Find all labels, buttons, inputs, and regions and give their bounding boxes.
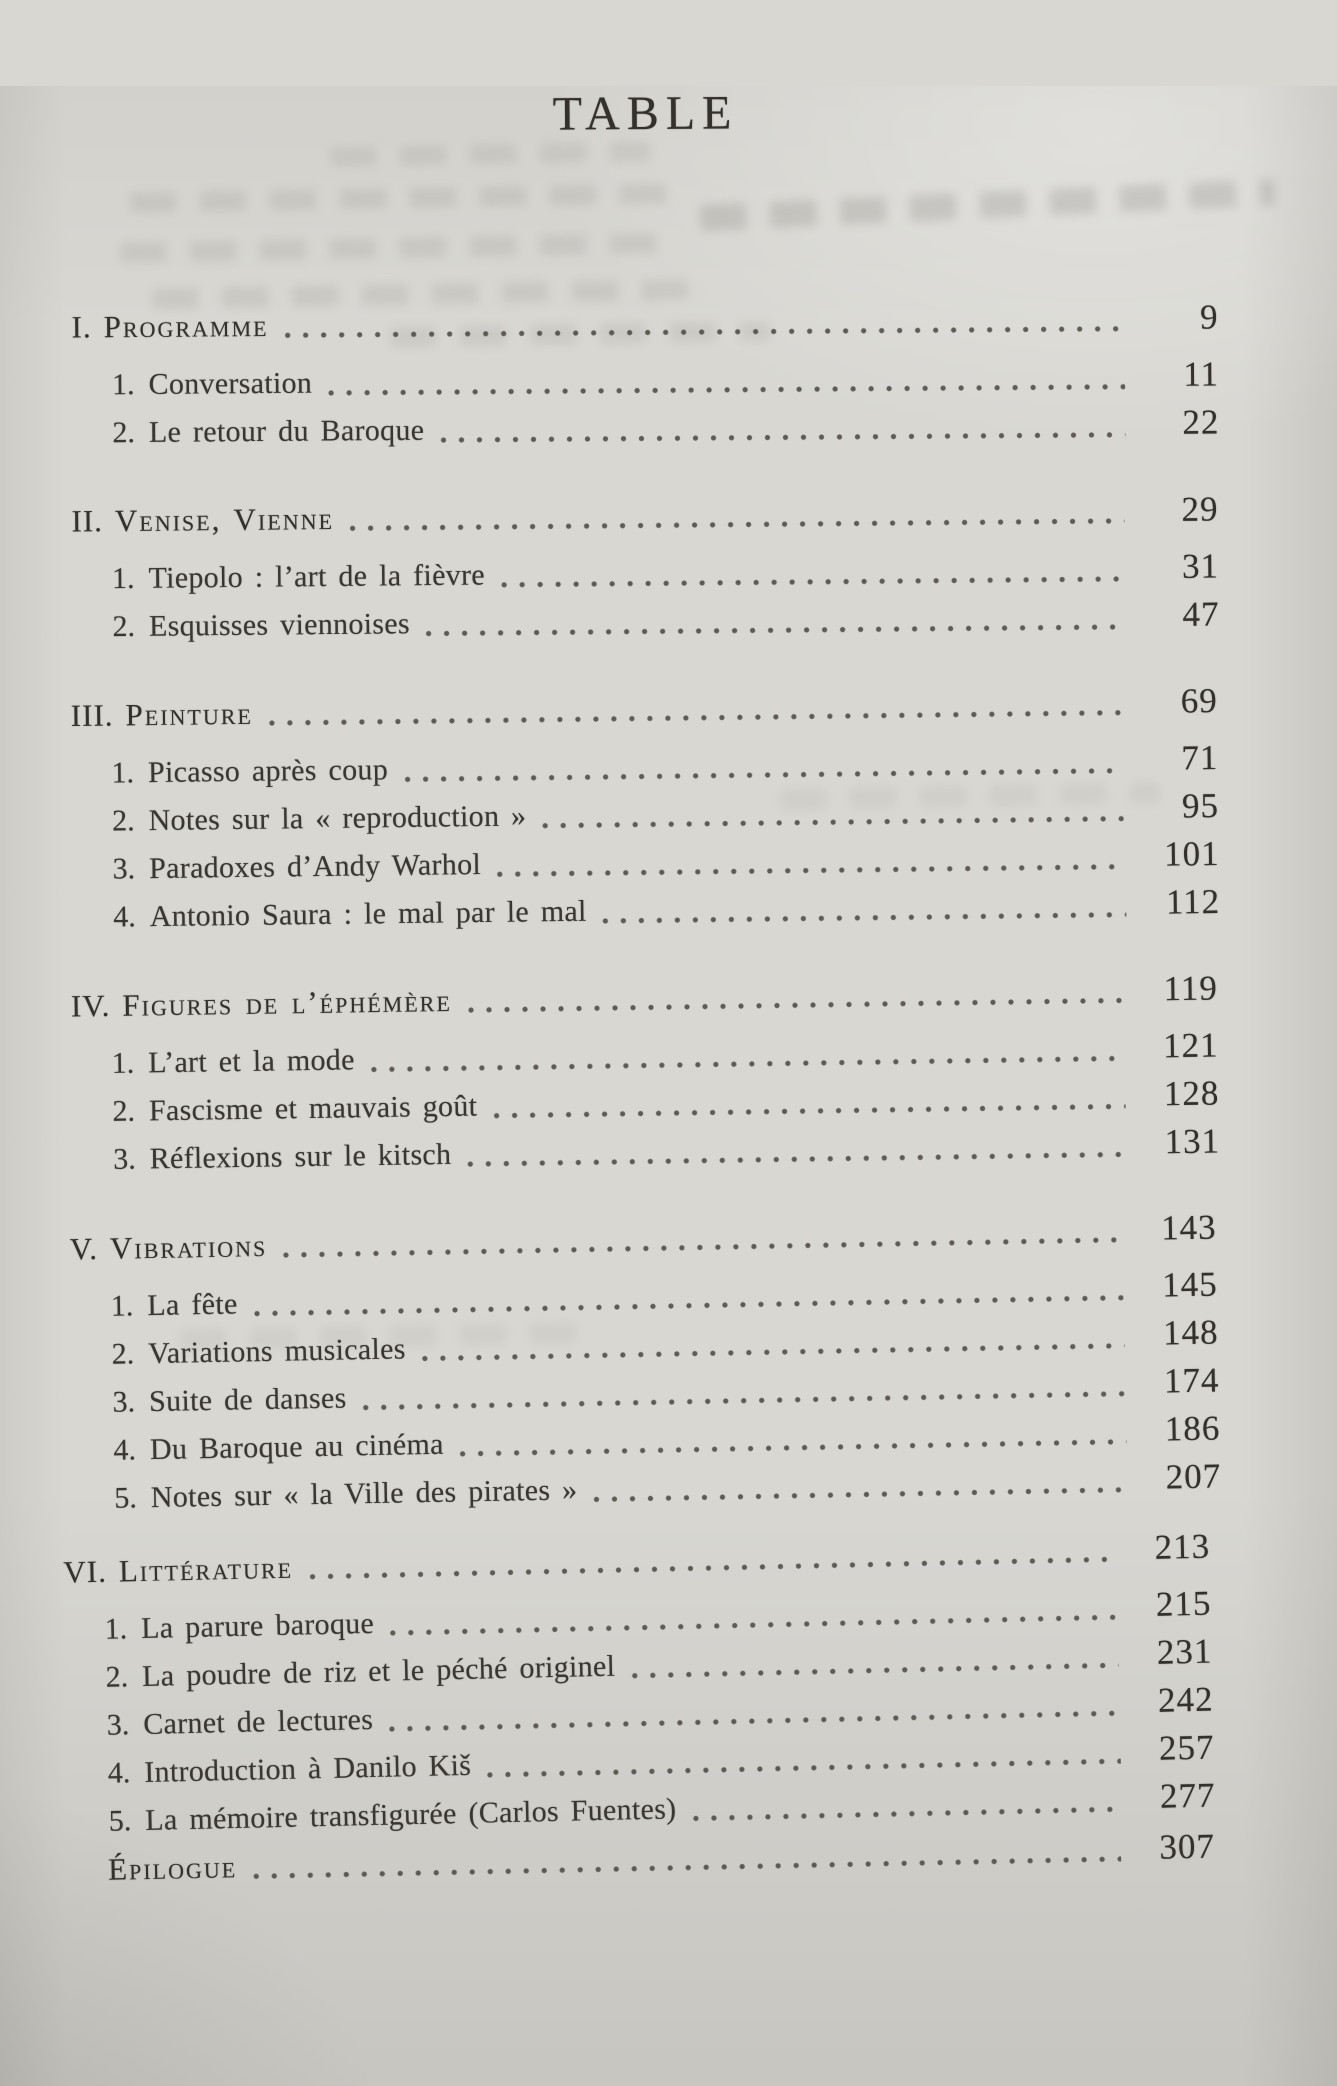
bleed-through-text [120,233,660,262]
toc-items [71,735,1220,941]
entry-page-number: 71 [1181,737,1219,778]
dot-leader [693,1805,1122,1823]
dot-leader [350,516,1125,532]
book-page-scan [0,86,1337,2086]
dot-leader [253,1854,1121,1880]
entry-number: 2. [105,1660,129,1694]
entry-number: 2. [112,609,136,644]
entry-title: Paradoxes d’Andy Warhol [148,848,482,886]
section-numeral: II. [71,503,104,539]
section-heading: Vibrations [109,1227,268,1266]
entry-title: Du Baroque au cinéma [149,1427,444,1467]
entry-page-number: 131 [1164,1121,1221,1162]
dot-leader [467,1150,1126,1169]
entry-title: Notes sur « la Ville des pirates » [150,1473,578,1515]
toc-section [71,294,1219,456]
entry-number: 3. [112,1142,136,1176]
entry-page-number: 121 [1162,1025,1219,1066]
section-page-number: 29 [1181,489,1219,529]
section-numeral: III. [70,697,114,734]
entry-page-number: 22 [1182,402,1220,442]
entry-page-number: 242 [1157,1679,1214,1720]
entry-title: Conversation [148,366,313,401]
toc-section [63,1524,1216,1846]
entry-page-number: 112 [1165,881,1221,922]
section-heading: Épilogue [107,1849,238,1887]
entry-number: 1. [111,561,135,596]
entry-number: 1. [104,1612,128,1646]
entry-title: L’art et la mode [148,1043,355,1080]
dot-leader [426,622,1126,638]
dot-leader [440,430,1125,444]
entry-title: La poudre de riz et le péché originel [141,1649,616,1693]
dot-leader [422,1341,1125,1363]
dot-leader [594,1485,1128,1504]
entry-page-number: 95 [1181,785,1220,826]
dot-leader [603,910,1127,925]
entry-number: 4. [107,1756,131,1790]
entry-title: Introduction à Danilo Kiš [143,1748,472,1789]
entry-title: Antonio Saura : le mal par le mal [149,894,587,934]
dot-leader [283,1235,1123,1259]
section-page-number: 143 [1160,1207,1217,1248]
bleed-through-text [130,183,690,213]
entry-page-number: 11 [1183,354,1220,394]
entry-page-number: 257 [1158,1727,1215,1768]
section-page-number: 9 [1199,297,1219,337]
section-numeral: V. [69,1231,99,1267]
entry-title: La parure baroque [140,1606,375,1645]
entry-number: 3. [112,1385,136,1419]
entry-title: Notes sur la « reproduction » [148,799,527,838]
entry-number: 5. [114,1481,138,1515]
dot-leader [497,862,1126,879]
toc-items [70,1262,1221,1523]
entry-page-number: 128 [1163,1073,1220,1114]
section-numeral: I. [71,309,92,345]
toc-section-header [71,966,1219,1030]
entry-title: Carnet de lectures [142,1702,374,1741]
entry-number: 3. [106,1708,130,1742]
section-page-number: 119 [1163,968,1219,1009]
entry-number: 2. [112,1094,136,1128]
entry-number: 2. [111,1337,135,1371]
entry-title: Variations musicales [147,1332,406,1371]
entry-number: 3. [112,852,136,886]
section-heading: Venise, Vienne [114,500,335,539]
section-page-number: 307 [1158,1826,1216,1867]
bleed-through-text [700,179,1276,231]
table-of-contents [0,297,1337,1887]
entry-number: 1. [111,368,135,402]
entry-page-number: 207 [1165,1456,1222,1497]
entry-page-number: 148 [1162,1312,1219,1353]
dot-leader [328,382,1125,397]
entry-title: La fête [147,1287,238,1323]
toc-items [64,1581,1216,1846]
entry-number: 4. [113,900,136,934]
entry-number: 5. [108,1804,132,1838]
entry-title: Le retour du Baroque [148,413,425,449]
entry-title: Réflexions sur le kitsch [149,1137,452,1176]
section-heading: Peinture [125,695,254,733]
entry-page-number: 215 [1155,1583,1212,1624]
entry-number: 2. [111,804,135,838]
toc-section [69,1205,1221,1523]
toc-items [71,1022,1220,1183]
dot-leader [468,996,1124,1015]
toc-section [71,966,1221,1184]
dot-leader [309,1555,1116,1582]
entry-number: 2. [112,416,136,450]
entry-title: Esquisses viennoises [148,607,411,643]
section-heading: Littérature [118,1549,294,1589]
toc-items [72,543,1220,650]
section-heading: Programme [103,307,269,345]
section-numeral: IV. [70,987,111,1024]
entry-number: 1. [110,1289,134,1323]
dot-leader [501,574,1125,589]
dot-leader [404,766,1125,784]
page-title: TABLE [552,86,739,141]
entry-number: 1. [111,756,135,790]
entry-page-number: 101 [1163,833,1220,874]
entry-page-number: 174 [1163,1360,1220,1401]
entry-page-number: 145 [1161,1264,1218,1305]
toc-section-header [69,1205,1217,1273]
entry-title: Suite de danses [148,1381,347,1419]
toc-section [71,486,1219,650]
entry-page-number: 277 [1159,1775,1216,1816]
entry-title: Picasso après coup [147,753,389,790]
section-page-number: 213 [1154,1526,1211,1567]
dot-leader [285,324,1125,340]
toc-section-header [71,678,1218,739]
bleed-through-text [330,141,650,167]
entry-page-number: 31 [1181,546,1220,586]
entry-page-number: 186 [1164,1408,1221,1449]
entry-title: Tiepolo : l’art de la fièvre [148,558,486,595]
dot-leader [631,1661,1119,1681]
section-heading: Figures de l’éphémère [122,982,452,1023]
dot-leader [460,1437,1127,1458]
section-numeral: VI. [63,1553,108,1590]
dot-leader [269,708,1124,727]
toc-section-header [71,486,1218,544]
entry-number: 1. [111,1046,135,1080]
section-page-number: 69 [1180,681,1218,721]
dot-leader [493,1102,1125,1120]
toc-section-header [71,294,1218,350]
entry-number: 4. [113,1433,137,1467]
dot-leader [542,814,1125,830]
entry-page-number: 231 [1156,1631,1213,1672]
toc-items [72,351,1220,456]
entry-page-number: 47 [1182,594,1220,634]
dot-leader [371,1054,1125,1074]
entry-title: Fascisme et mauvais goût [148,1089,478,1128]
entry-title: La mémoire transfigurée (Carlos Fuentes) [144,1792,677,1837]
toc-entry [72,399,1219,456]
toc-section [71,678,1221,941]
